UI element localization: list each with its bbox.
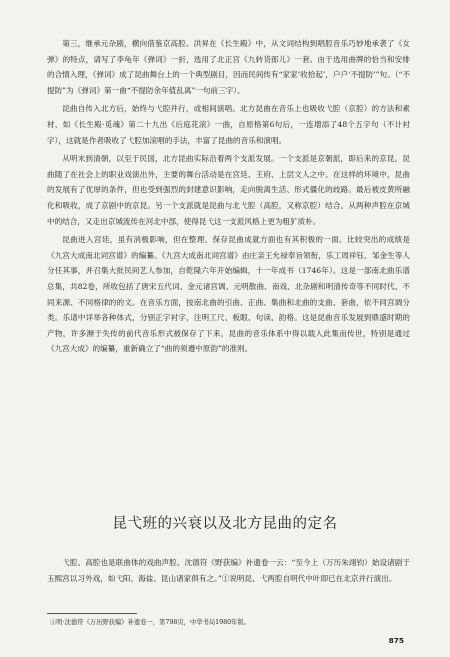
footnote: ①明·沈德符《万历野获编》补遗卷一，第798页，中华书局1980年版。 bbox=[50, 619, 251, 626]
body-paragraph-3: 从明末到清朝，以至于民国，北方昆曲实际沿着两个支派发展。一个支派是京朝派，即后来的京昆。昆曲随了在社会上的职业戏演出外，主要的舞台活动是在宫廷、王府、上层文人之中。在这样的环境中，昆曲的发展有了优厚的条件，但也受到强烈的封建意识影响，走向脱离生活、形式僵化的歧路。最后被皮黄所融化和吸收，成了京剧中的京昆。另一个支派就是昆曲与北弋腔（高腔，又称京腔）结合。从两种声腔在京城中的结合，又走出京城流传在河北中部，使得昆弋这一支派风格上更为粗犷质朴。 bbox=[47, 154, 410, 226]
section-body bbox=[47, 555, 410, 586]
body-paragraph-2: 昆曲自传入北方后，始终与弋腔并行，或相间演唱。北方昆曲在音乐上也吸收弋腔（京腔）的方法和素材，如《长生殿·觅魂》第二十九出《后庭花滚》一曲，自原格第6句后，一连增添了48个五字句（不计衬字），这就是作者吸收了弋腔加滚唱的手法，丰富了昆曲的音乐和演唱。 bbox=[47, 104, 410, 145]
section-paragraph: 弋腔、高腔也是联曲体的戏曲声腔。沈德符《野获编》补遗卷一云：“至今上（万历朱翊钧）始设诸剧于玉熙宫以习外戏，如弋阳、海盐、昆山诸家俱有之。”①说明昆、弋两腔自明代中叶即已在北京并行演出。 bbox=[47, 558, 410, 583]
body-paragraph-4: 昆曲进入宫廷，虽有消极影响，但在整理、保存昆曲成就方面也有其积极的一面。比较突出的成绩是《九宫大成南北词宫谱》的编纂。《九宫大成南北词宫谱》由庄亲王允禄奉旨领衔，乐工周祥钰、邹金生等人分任其事，并召集大批民间艺人参加，自乾隆六年开始编辑，十一年成书（1746年）。这是一部南北曲乐谱总集，共82卷，所收包括了唐宋五代词、金元诸宫调、元明散曲、南戏、北杂剧和明清传奇等不同时代、不同来源、不同格律的的文。在音乐方面，按南北曲的引曲、正曲、集曲和北曲的支曲、套曲，依不同宫调分类。乐谱中详举各种体式，分别正字衬字，注明工尺、板眼、句读、韵格。这是昆曲音乐发展到鼎盛时期的产物，许多濒于失传的前代音乐形式被保存了下来，昆曲的音乐体系中得以载入此集而传世，特别是通过《九宫大成》的编纂，重新确立了“曲的须遵中原韵”的准则。 bbox=[47, 235, 410, 354]
body-paragraph-1: 第三，继承元杂剧，横向借鉴京高腔。洪昇在《长生殿》中，从文词结构到唱腔音乐巧妙地承袭了《女弹》的特点，请写了李龟年《弹词》一折，选用了北正宫《九转货郎儿》一套。由于选用曲牌的恰当和安排的合情入理，《弹词》成了昆曲舞台上的一个典型剧目，因而民间传有“家家‘收拾起’，户户‘不提防’”句。（“不提防”为《弹词》第一曲“不提防余年值乱离”一句前三字）。 bbox=[47, 39, 411, 95]
footnote-divider bbox=[47, 613, 137, 614]
page-number: 875 bbox=[388, 636, 404, 645]
section-title: 昆弋班的兴衰以及北方昆曲的定名 bbox=[112, 516, 338, 532]
